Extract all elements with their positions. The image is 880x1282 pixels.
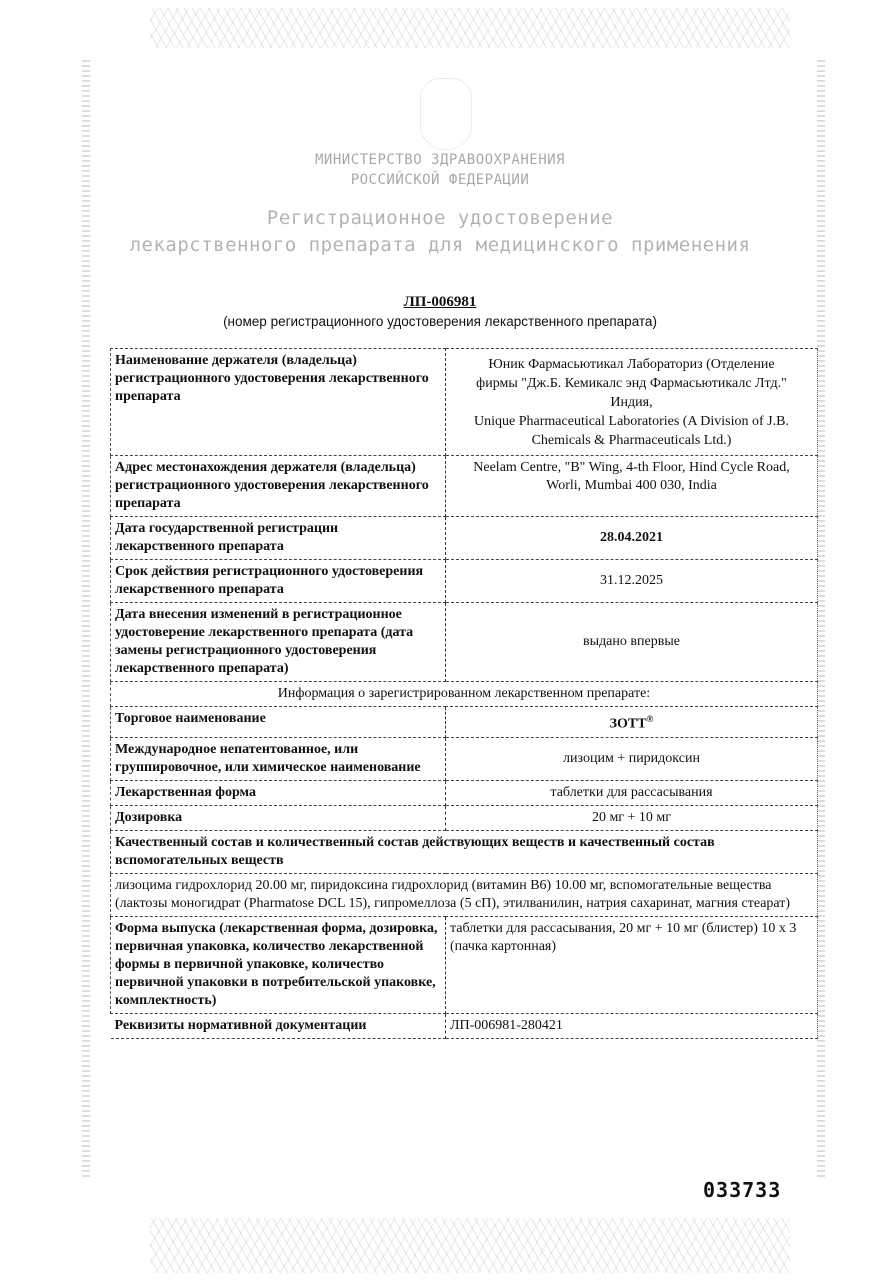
holder-address-line-2: Worli, Mumbai 400 030, India (546, 478, 717, 493)
certificate-title-line-1: Регистрационное удостоверение (266, 207, 614, 229)
validity-label: Срок действия регистрационного удостоверения лекарственного препарата (111, 560, 446, 603)
guilloche-border-top (150, 8, 790, 48)
row-changes-date (111, 603, 818, 682)
row-section-info (111, 682, 818, 707)
row-holder-name (111, 349, 818, 456)
row-holder-address (111, 456, 818, 517)
registration-date-value: 28.04.2021 (446, 517, 818, 560)
ministry-line-1: МИНИСТЕРСТВО ЗДРАВООХРАНЕНИЯ (314, 152, 565, 168)
registration-number: ЛП-006981 (403, 294, 477, 310)
registered-mark: ® (646, 714, 654, 724)
certificate-title (0, 205, 880, 259)
row-inn (111, 737, 818, 780)
trade-name-label: Торговое наименование (111, 707, 446, 738)
validity-value: 31.12.2025 (446, 560, 818, 603)
holder-address-label: Адрес местонахождения держателя (владельца) регистрационного удостоверения лекарственного препарата (111, 456, 446, 517)
dosage-label: Дозировка (111, 805, 446, 830)
row-trade-name (111, 707, 818, 738)
trade-name-text: ЗОТТ (609, 716, 647, 732)
dosage-form-value: таблетки для рассасывания (446, 780, 818, 805)
holder-name-value (446, 349, 818, 456)
holder-name-ru-line-1: Юник Фармасьютикал Лабораториз (Отделение (488, 356, 775, 372)
row-dosage (111, 805, 818, 830)
registration-table (110, 348, 818, 1039)
row-normative-doc (111, 1013, 818, 1038)
composition-value: лизоцима гидрохлорид 20.00 мг, пиридоксина гидрохлорид (витамин В6) 10.00 мг, вспомогательные вещества (лактозы моногидрат (Pharmatose DCL 15), гипромеллоза (5 сП), этилванилин, натрия сахаринат, магния стеарат) (111, 873, 818, 916)
release-form-label: Форма выпуска (лекарственная форма, дозировка, первичная упаковка, количество лекарственной формы в первичной упаковке, количество первичной упаковки в потребительской упаковке, комплектность) (111, 916, 446, 1013)
registration-number-caption: (номер регистрационного удостоверения лекарственного препарата) (223, 314, 657, 329)
row-composition-label (111, 830, 818, 873)
serial-number: 033733 (703, 1178, 782, 1202)
ministry-heading (0, 150, 880, 190)
trade-name-value (446, 707, 818, 738)
row-release-form (111, 916, 818, 1013)
ministry-line-2: РОССИЙСКОЙ ФЕДЕРАЦИИ (350, 172, 530, 188)
composition-label: Качественный состав и количественный состав действующих веществ и качественный состав вспомогательных веществ (111, 830, 818, 873)
changes-date-label: Дата внесения изменений в регистрационное удостоверение лекарственного препарата (дата замены регистрационного удостоверения лекарственного препарата) (111, 603, 446, 682)
inn-label: Международное непатентованное, или группировочное, или химическое наименование (111, 737, 446, 780)
certificate-title-line-2: лекарственного препарата для медицинского применения (129, 234, 751, 256)
section-info-heading: Информация о зарегистрированном лекарственном препарате: (111, 682, 818, 707)
holder-address-value (446, 456, 818, 517)
state-emblem-icon (420, 78, 472, 150)
normative-doc-value: ЛП-006981-280421 (446, 1013, 818, 1038)
inn-value: лизоцим + пиридоксин (446, 737, 818, 780)
dosage-form-label: Лекарственная форма (111, 780, 446, 805)
holder-name-ru-line-2: фирмы "Дж.Б. Кемикалс энд Фармасьютикалс Лтд." (476, 375, 787, 391)
holder-address-line-1: Neelam Centre, "B" Wing, 4-th Floor, Hind Cycle Road, (473, 460, 790, 475)
registration-date-label: Дата государственной регистрации лекарственного препарата (111, 517, 446, 560)
holder-name-en-line-1: Unique Pharmaceutical Laboratories (A Division of J.B. (474, 413, 789, 429)
normative-doc-label: Реквизиты нормативной документации (111, 1013, 446, 1038)
changes-date-value: выдано впервые (446, 603, 818, 682)
row-validity (111, 560, 818, 603)
holder-name-en-line-2: Chemicals & Pharmaceuticals Ltd.) (531, 432, 732, 448)
holder-name-ru-line-3: Индия, (610, 394, 653, 410)
row-dosage-form (111, 780, 818, 805)
row-registration-date (111, 517, 818, 560)
release-form-value: таблетки для рассасывания, 20 мг + 10 мг (блистер) 10 х 3 (пачка картонная) (446, 916, 818, 1013)
row-composition-value (111, 873, 818, 916)
holder-name-label: Наименование держателя (владельца) регистрационного удостоверения лекарственного препарата (111, 349, 446, 456)
guilloche-border-bottom (150, 1218, 790, 1273)
dosage-value: 20 мг + 10 мг (446, 805, 818, 830)
